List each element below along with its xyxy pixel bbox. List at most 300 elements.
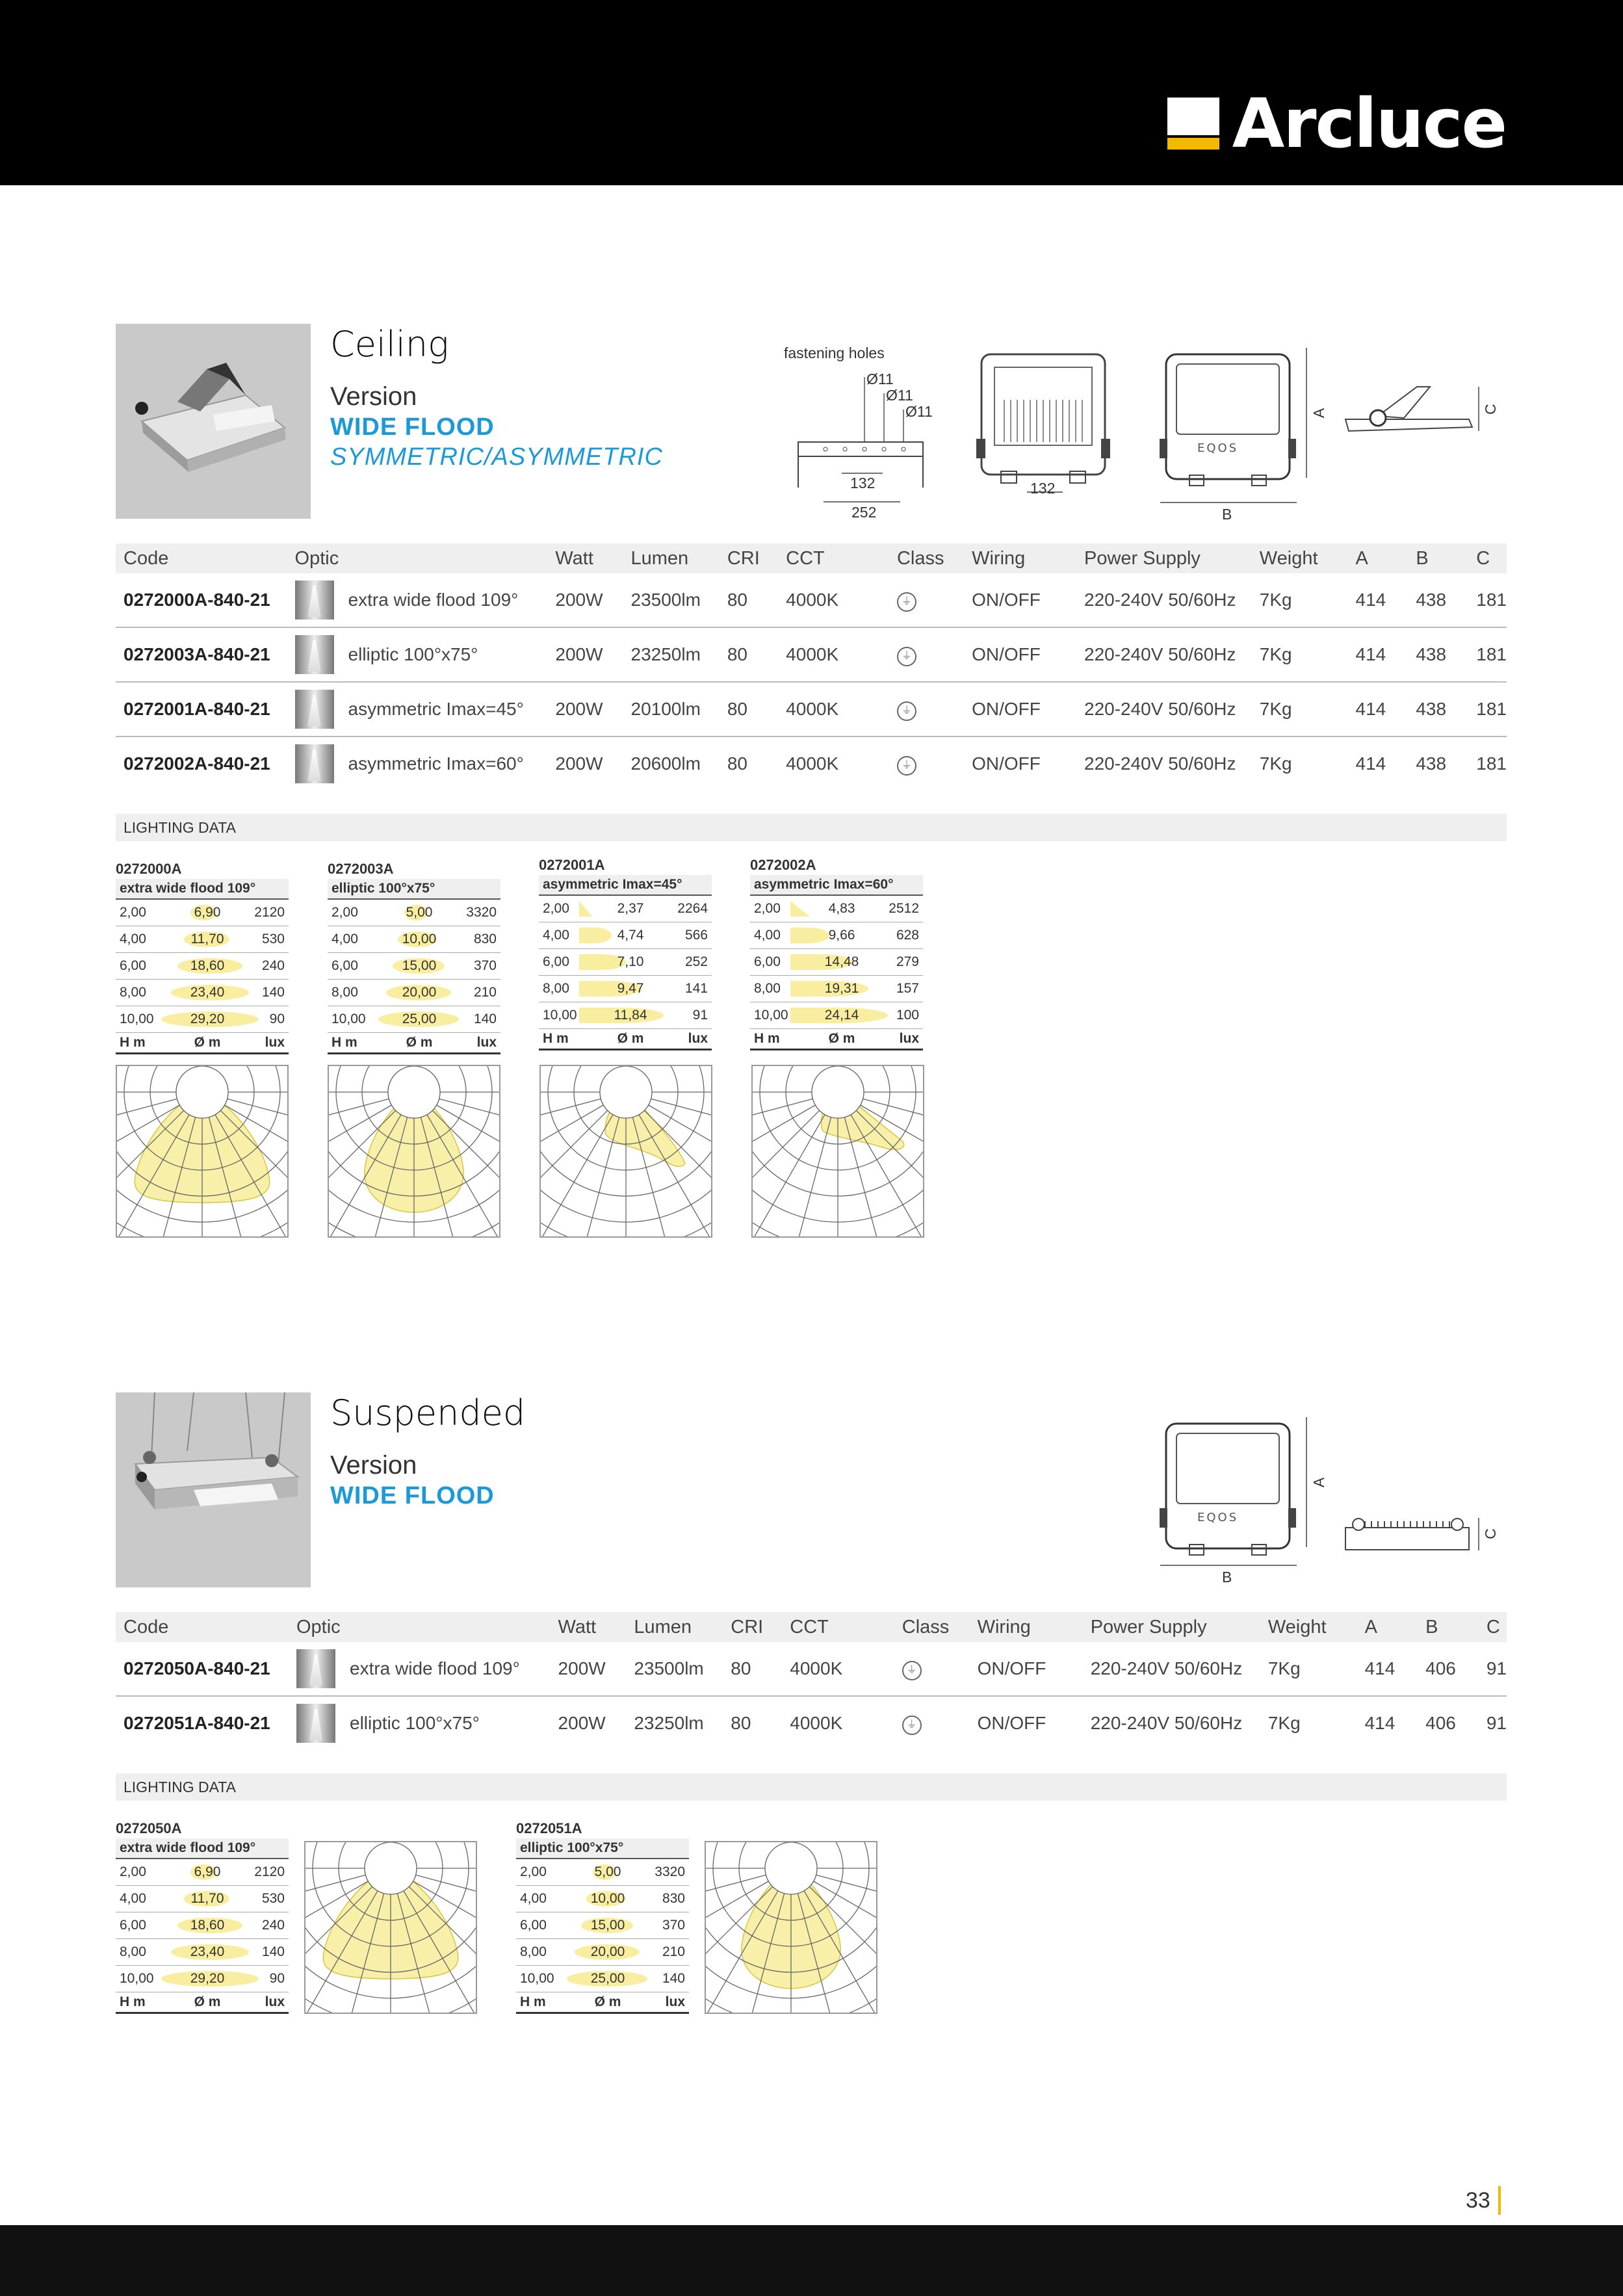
- lighting-row: [516, 1966, 689, 1992]
- col-c: C: [1468, 543, 1507, 573]
- watt: 200W: [551, 1642, 627, 1696]
- lighting-footer: [116, 1992, 289, 2014]
- dim-b: 438: [1408, 627, 1468, 682]
- svg-text:EQOS: EQOS: [1197, 441, 1239, 455]
- height-value: 6,00: [543, 954, 569, 969]
- lux-value: 91: [692, 1008, 708, 1023]
- lux-value: 3320: [466, 905, 497, 920]
- earth-class-icon: ⏚: [902, 1715, 922, 1735]
- product-code: 0272050A-840-21: [116, 1642, 289, 1696]
- polar-diagram: [116, 1065, 289, 1238]
- height-value: 10,00: [331, 1011, 366, 1026]
- cct: 4000K: [778, 627, 889, 682]
- lighting-code: 0272050A: [116, 1820, 182, 1836]
- dim-a: 414: [1357, 1642, 1418, 1696]
- power-supply: 220-240V 50/60Hz: [1084, 753, 1236, 774]
- hole-dim-3: Ø11: [905, 403, 933, 420]
- wiring: ON/OFF: [964, 627, 1076, 682]
- optic-label: elliptic 100°x75°: [348, 644, 478, 664]
- lux-value: 140: [473, 1011, 497, 1026]
- dim-b: 406: [1418, 1642, 1479, 1696]
- polar-grid-spoke: [639, 1115, 711, 1236]
- height-value: 8,00: [754, 981, 781, 996]
- class-cell: [894, 1696, 970, 1750]
- lux-value: 830: [662, 1891, 685, 1906]
- lighting-code: 0272003A: [328, 861, 394, 877]
- diameter-value: 25,00: [590, 1971, 625, 1986]
- ceiling-front-view-drawing: [1157, 348, 1313, 510]
- height-value: 10,00: [520, 1971, 554, 1986]
- lighting-row: [539, 922, 712, 949]
- lighting-row: [328, 900, 500, 926]
- col-code: Code: [116, 543, 287, 573]
- polar-grid-spoke: [753, 1110, 820, 1236]
- lighting-row: [750, 976, 923, 1002]
- table-header-row: [116, 1612, 1507, 1642]
- optic-beam-icon: [296, 1649, 335, 1688]
- diameter-value: 2,37: [617, 901, 644, 916]
- height-value: 2,00: [120, 1864, 146, 1879]
- lighting-optic-name: asymmetric Imax=60°: [750, 875, 923, 896]
- product-code: 0272003A-840-21: [116, 627, 287, 682]
- earth-class-icon: ⏚: [897, 647, 916, 666]
- lighting-optic-name: asymmetric Imax=45°: [539, 875, 712, 896]
- lux-value: 240: [261, 1918, 285, 1933]
- diameter-value: 9,66: [828, 928, 855, 943]
- table-row[interactable]: [116, 1696, 1507, 1750]
- diameter-value: 4,83: [828, 901, 855, 916]
- height-value: 4,00: [331, 932, 358, 946]
- cri: 80: [720, 682, 778, 737]
- height-value: 6,00: [520, 1918, 547, 1933]
- dim-132-back: 132: [1030, 480, 1056, 497]
- optic-beam-icon: [295, 690, 334, 729]
- lux-value: 210: [473, 985, 497, 1000]
- lux-value: 566: [684, 928, 708, 943]
- watt: 200W: [547, 627, 623, 682]
- product-code: 0272000A-840-21: [116, 573, 287, 627]
- lux-value: 90: [269, 1011, 285, 1026]
- col-wiring: Wiring: [970, 1612, 1083, 1642]
- diameter-value: 14,48: [824, 954, 859, 969]
- wiring: ON/OFF: [972, 753, 1041, 774]
- weight: 7Kg: [1259, 753, 1292, 774]
- optic-label: extra wide flood 109°: [348, 590, 519, 610]
- lux-value: 90: [269, 1971, 285, 1986]
- cri: 80: [723, 1642, 782, 1696]
- col-weight: Weight: [1252, 543, 1348, 573]
- col-optic: Optic: [287, 543, 548, 573]
- footer-d: Ø m: [594, 1994, 621, 2009]
- diameter-value: 29,20: [190, 1011, 225, 1026]
- lighting-footer: [750, 1029, 923, 1050]
- lux-value: 140: [662, 1971, 685, 1986]
- lighting-row: [750, 949, 923, 976]
- footer-d: Ø m: [828, 1031, 855, 1046]
- dim-c: 181: [1476, 753, 1507, 774]
- dim-132-bracket: 132: [850, 475, 876, 491]
- footer-lux: lux: [476, 1035, 497, 1050]
- diameter-value: 5,00: [406, 905, 433, 920]
- diameter-value: 18,60: [190, 958, 225, 973]
- lighting-row: [328, 953, 500, 980]
- polar-diagram: [705, 1841, 877, 2014]
- product-code: 0272002A-840-21: [123, 753, 270, 774]
- suspended-version-label: Version: [330, 1451, 417, 1480]
- diameter-value: 11,70: [190, 932, 224, 946]
- lighting-footer: [539, 1029, 712, 1050]
- dim-a: 414: [1348, 627, 1409, 682]
- polar-center: [600, 1066, 652, 1118]
- lighting-row: [750, 896, 923, 922]
- diameter-value: 15,00: [590, 1918, 625, 1933]
- optic-beam-icon: [295, 635, 334, 674]
- lux-value: 141: [684, 981, 708, 996]
- diameter-value: 6,90: [194, 1864, 221, 1879]
- suspended-product-photo: [116, 1392, 311, 1587]
- footer-d: Ø m: [194, 1035, 221, 1050]
- watt: 200W: [547, 682, 623, 737]
- diameter-value: 15,00: [402, 958, 437, 973]
- polar-grid-spoke: [541, 1110, 608, 1236]
- lighting-footer: [116, 1033, 289, 1054]
- lux-value: 279: [896, 954, 919, 969]
- col-optic: Optic: [289, 1612, 551, 1642]
- fastening-holes-label: fastening holes: [784, 345, 885, 361]
- earth-class-icon: ⏚: [897, 592, 916, 612]
- footer-lux: lux: [265, 1994, 285, 2009]
- polar-diagram: [328, 1065, 500, 1238]
- lighting-row: [516, 1912, 689, 1939]
- power-supply: 220-240V 50/60Hz: [1090, 1713, 1243, 1733]
- lux-value: 628: [896, 928, 919, 943]
- lighting-row: [116, 1912, 289, 1939]
- col-b: B: [1418, 1612, 1479, 1642]
- suspended-version: WIDE FLOOD: [330, 1482, 495, 1509]
- polar-center: [365, 1842, 417, 1894]
- page-number: 33: [1466, 2186, 1501, 2215]
- class-cell: [889, 682, 964, 737]
- lighting-row: [539, 976, 712, 1002]
- diameter-value: 24,14: [824, 1008, 859, 1023]
- polar-center: [176, 1066, 228, 1118]
- diameter-value: 7,10: [617, 954, 644, 969]
- optic-cell: [287, 573, 548, 627]
- polar-grid-spoke: [753, 1115, 825, 1236]
- dim-a: 414: [1364, 1713, 1396, 1733]
- diameter-value: 23,40: [190, 985, 225, 1000]
- lumen: 20600lm: [630, 753, 701, 774]
- height-value: 8,00: [520, 1944, 547, 1959]
- dim-c: 181: [1468, 682, 1507, 737]
- col-class: Class: [894, 1612, 970, 1642]
- wiring: ON/OFF: [970, 1642, 1083, 1696]
- footer-d: Ø m: [617, 1031, 644, 1046]
- lux-value: 2120: [254, 1864, 285, 1879]
- lux-value: 530: [261, 932, 285, 946]
- optic-label: extra wide flood 109°: [350, 1658, 520, 1678]
- height-value: 6,00: [120, 1918, 146, 1933]
- height-value: 2,00: [331, 905, 358, 920]
- power-supply: 220-240V 50/60Hz: [1076, 573, 1252, 627]
- ceiling-product-photo: [116, 324, 311, 519]
- cri: 80: [727, 753, 747, 774]
- bottom-bar: [0, 2225, 1623, 2296]
- product-code: 0272051A-840-21: [123, 1713, 270, 1733]
- lighting-optic-name: elliptic 100°x75°: [516, 1838, 689, 1859]
- lighting-row: [516, 1886, 689, 1912]
- suspended-front-view-drawing: [1157, 1417, 1313, 1580]
- dim-c: 181: [1468, 573, 1507, 627]
- lighting-row: [116, 953, 289, 980]
- cct: 4000K: [786, 753, 839, 774]
- power-supply: 220-240V 50/60Hz: [1076, 627, 1252, 682]
- height-value: 8,00: [120, 985, 146, 1000]
- dim-252: 252: [851, 504, 877, 521]
- dim-a: 414: [1348, 573, 1409, 627]
- lighting-footer: [516, 1992, 689, 2014]
- lighting-row: [750, 1002, 923, 1029]
- dim-c: 91: [1486, 1713, 1507, 1733]
- table-row[interactable]: [116, 627, 1507, 682]
- cct: 4000K: [778, 682, 889, 737]
- polar-center: [812, 1066, 864, 1118]
- dim-b-suspended: B: [1222, 1569, 1232, 1585]
- dim-b: 438: [1408, 682, 1468, 737]
- suspended-product-table: [116, 1612, 1507, 1750]
- lighting-row: [116, 980, 289, 1006]
- dim-b: 406: [1425, 1713, 1456, 1733]
- lighting-block: [328, 859, 500, 1054]
- polar-grid-spoke: [541, 1105, 603, 1209]
- lighting-row: [539, 896, 712, 922]
- diameter-value: 20,00: [590, 1944, 625, 1959]
- height-value: 4,00: [754, 928, 781, 943]
- height-value: 4,00: [543, 928, 569, 943]
- footer-lux: lux: [688, 1031, 708, 1046]
- col-watt: Watt: [551, 1612, 627, 1642]
- suspended-title: Suspended: [330, 1392, 526, 1433]
- lighting-optic-name: elliptic 100°x75°: [328, 879, 500, 900]
- optic-cell: [289, 1696, 551, 1750]
- optic-cell: [287, 737, 548, 790]
- col-cct: CCT: [778, 543, 889, 573]
- lumen: 23500lm: [623, 573, 720, 627]
- lumen: 23250lm: [623, 627, 720, 682]
- height-value: 8,00: [543, 981, 569, 996]
- dim-b: 438: [1408, 573, 1468, 627]
- footer-h: H m: [520, 1994, 546, 2009]
- height-value: 10,00: [754, 1008, 788, 1023]
- diameter-value: 11,84: [614, 1008, 647, 1023]
- height-value: 10,00: [120, 1971, 154, 1986]
- cri: 80: [731, 1713, 751, 1733]
- lux-value: 252: [684, 954, 708, 969]
- power-supply: 220-240V 50/60Hz: [1076, 682, 1252, 737]
- watt: 200W: [558, 1713, 606, 1733]
- weight: 7Kg: [1260, 1642, 1357, 1696]
- diameter-value: 10,00: [590, 1891, 625, 1906]
- col-class: Class: [889, 543, 964, 573]
- ceiling-title: Ceiling: [330, 324, 449, 365]
- lighting-row: [116, 1859, 289, 1886]
- lux-value: 2264: [677, 901, 708, 916]
- height-value: 2,00: [120, 905, 146, 920]
- logo-mark-icon: [1167, 98, 1219, 150]
- lighting-row: [516, 1939, 689, 1966]
- lighting-code: 0272051A: [516, 1820, 582, 1836]
- ceiling-version: WIDE FLOOD: [330, 413, 495, 441]
- lumen: 20100lm: [623, 682, 720, 737]
- optic-beam-icon: [296, 1704, 335, 1743]
- lux-value: 157: [896, 981, 919, 996]
- lighting-block: [516, 1819, 689, 2014]
- lighting-footer: [328, 1033, 500, 1054]
- footer-h: H m: [120, 1035, 146, 1050]
- polar-diagram: [539, 1065, 712, 1238]
- height-value: 2,00: [754, 901, 781, 916]
- dim-a-ceiling: A: [1310, 408, 1328, 419]
- footer-h: H m: [120, 1994, 146, 2009]
- lighting-row: [116, 1966, 289, 1992]
- lighting-optic-name: extra wide flood 109°: [116, 879, 289, 900]
- diameter-value: 4,74: [617, 928, 644, 943]
- col-cct: CCT: [782, 1612, 894, 1642]
- footer-d: Ø m: [194, 1994, 221, 2009]
- lighting-row: [516, 1859, 689, 1886]
- diameter-value: 5,00: [594, 1864, 621, 1879]
- lighting-block: [539, 855, 712, 1050]
- height-value: 4,00: [120, 932, 146, 946]
- diameter-value: 29,20: [190, 1971, 225, 1986]
- diameter-value: 11,70: [190, 1891, 224, 1906]
- col-lumen: Lumen: [623, 543, 720, 573]
- table-row[interactable]: [116, 682, 1507, 737]
- table-row[interactable]: [116, 1642, 1507, 1696]
- dim-c: 181: [1468, 627, 1507, 682]
- optic-label: elliptic 100°x75°: [350, 1713, 480, 1733]
- diameter-value: 9,47: [617, 981, 644, 996]
- ceiling-version-label: Version: [330, 382, 417, 411]
- watt: 200W: [555, 753, 603, 774]
- lux-value: 140: [261, 985, 285, 1000]
- height-value: 8,00: [120, 1944, 146, 1959]
- dim-c-ceiling: C: [1481, 404, 1499, 415]
- col-watt: Watt: [547, 543, 623, 573]
- lighting-row: [116, 1886, 289, 1912]
- col-c: C: [1479, 1612, 1507, 1642]
- class-cell: [889, 573, 964, 627]
- dim-a-suspended: A: [1310, 1477, 1328, 1488]
- polar-center: [765, 1842, 817, 1894]
- polar-grid-spoke: [753, 1105, 815, 1209]
- ceiling-lighting-data-header: LIGHTING DATA: [116, 814, 1507, 841]
- weight: 7Kg: [1252, 627, 1348, 682]
- diameter-value: 6,90: [194, 905, 221, 920]
- hole-dim-2: Ø11: [886, 387, 913, 404]
- footer-h: H m: [543, 1031, 569, 1046]
- polar-grid-spoke: [777, 1117, 831, 1236]
- lighting-block: [750, 855, 923, 1050]
- dim-b-ceiling: B: [1222, 506, 1232, 523]
- lux-value: 100: [896, 1008, 919, 1023]
- optic-label: asymmetric Imax=60°: [348, 753, 524, 774]
- lighting-row: [116, 900, 289, 926]
- diameter-value: 18,60: [190, 1918, 225, 1933]
- product-code: 0272001A-840-21: [116, 682, 287, 737]
- ceiling-side-view-drawing: [1339, 380, 1482, 439]
- col-power-supply: Power Supply: [1083, 1612, 1260, 1642]
- height-value: 8,00: [331, 985, 358, 1000]
- table-row[interactable]: [116, 737, 1507, 790]
- table-row[interactable]: [116, 573, 1507, 627]
- footer-d: Ø m: [406, 1035, 433, 1050]
- brand-logo[interactable]: [1167, 84, 1506, 163]
- class-cell: [889, 627, 964, 682]
- diameter-value: 10,00: [402, 932, 437, 946]
- dim-a: 414: [1348, 682, 1409, 737]
- fastening-bracket-drawing: [793, 364, 942, 527]
- optic-cell: [287, 682, 548, 737]
- col-cri: CRI: [720, 543, 778, 573]
- optic-cell: [287, 627, 548, 682]
- polar-center: [388, 1066, 440, 1118]
- lux-value: 3320: [655, 1864, 685, 1879]
- cct: 4000K: [790, 1713, 843, 1733]
- weight: 7Kg: [1252, 573, 1348, 627]
- col-b: B: [1408, 543, 1468, 573]
- wiring: ON/OFF: [964, 682, 1076, 737]
- class-cell: [894, 1642, 970, 1696]
- top-bar: [0, 0, 1623, 185]
- class-cell: [889, 737, 964, 790]
- wiring: ON/OFF: [964, 573, 1076, 627]
- earth-class-icon: ⏚: [897, 701, 916, 721]
- lux-value: 370: [473, 958, 497, 973]
- lux-value: 140: [261, 1944, 285, 1959]
- lighting-row: [328, 926, 500, 953]
- weight: 7Kg: [1252, 682, 1348, 737]
- height-value: 6,00: [754, 954, 781, 969]
- col-lumen: Lumen: [626, 1612, 723, 1642]
- height-value: 2,00: [520, 1864, 547, 1879]
- table-header-row: [116, 543, 1507, 573]
- cct: 4000K: [782, 1642, 894, 1696]
- lumen: 23250lm: [634, 1713, 704, 1733]
- diameter-value: 25,00: [402, 1011, 437, 1026]
- lux-value: 210: [662, 1944, 685, 1959]
- ceiling-back-view-drawing: [975, 348, 1111, 497]
- lighting-optic-name: extra wide flood 109°: [116, 1838, 289, 1859]
- col-power-supply: Power Supply: [1076, 543, 1252, 573]
- footer-lux: lux: [665, 1994, 685, 2009]
- height-value: 10,00: [120, 1011, 154, 1026]
- optic-beam-icon: [295, 744, 334, 783]
- lighting-row: [328, 980, 500, 1006]
- weight: 7Kg: [1267, 1713, 1301, 1733]
- cri: 80: [720, 627, 778, 682]
- lux-value: 2120: [254, 905, 285, 920]
- lighting-code: 0272001A: [539, 857, 605, 873]
- lux-value: 830: [473, 932, 497, 946]
- lighting-row: [116, 926, 289, 953]
- dim-c: 91: [1479, 1642, 1507, 1696]
- polar-diagram: [304, 1841, 477, 2014]
- col-weight: Weight: [1260, 1612, 1357, 1642]
- diameter-value: 20,00: [402, 985, 437, 1000]
- lighting-row: [116, 1006, 289, 1033]
- lighting-row: [750, 922, 923, 949]
